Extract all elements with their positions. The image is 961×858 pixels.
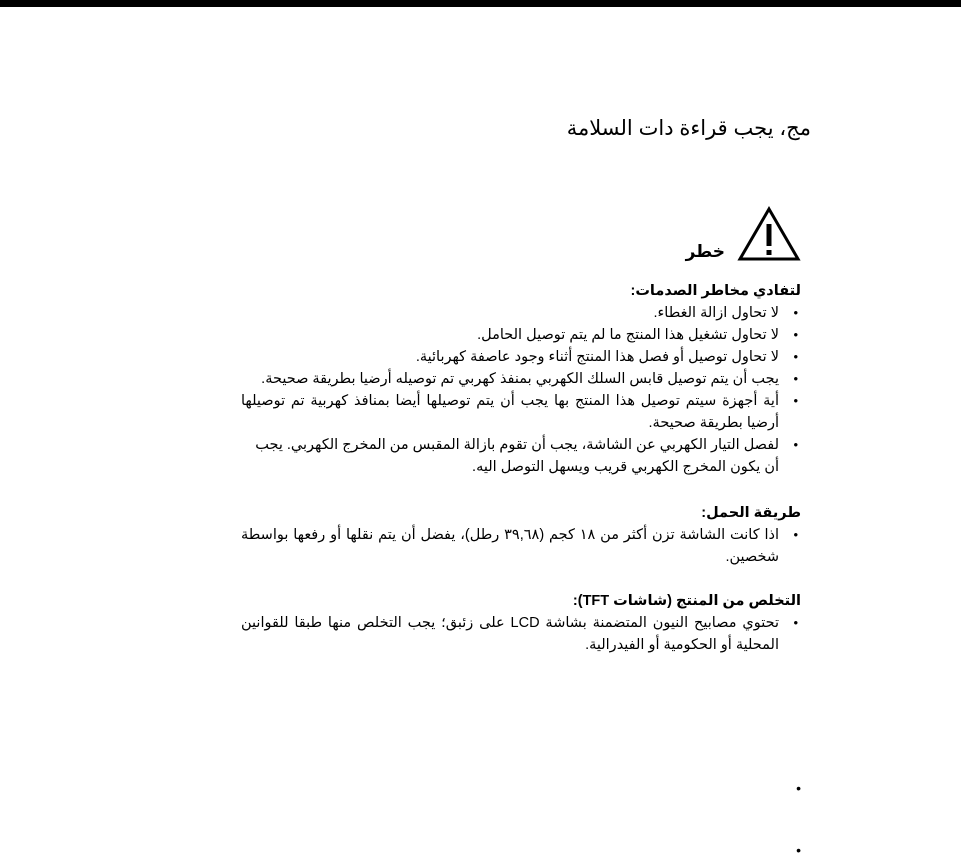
- page-title: مج، يجب قراءة دات السلامة: [566, 117, 811, 140]
- list-item: • لا تحاول ازالة الغطاء.: [241, 302, 801, 324]
- list-item: • لفصل التيار الكهربي عن الشاشة، يجب أن تقوم بازالة المقبس من المخرج الكهربي. يجب أن يكون المخرج الكهربي قريب ويسهل التوصل اليه.: [241, 434, 801, 478]
- disposal-list: [241, 612, 801, 656]
- danger-label: خطر: [685, 242, 725, 261]
- carry-heading: طريقة الحمل:: [701, 505, 801, 521]
- shock-heading: لتفادي مخاطر الصدمات:: [630, 283, 801, 299]
- list-item: • أية أجهزة سيتم توصيل هذا المنتج بها يجب أن يتم توصيلها أيضا بمنافذ كهربية تم توصيلها أرضيا بطريقة صحيحة.: [241, 390, 801, 434]
- warning-triangle-icon: [737, 206, 801, 262]
- spacer: [241, 568, 801, 590]
- stray-bullet: •: [796, 842, 801, 858]
- spacer: [241, 478, 801, 502]
- list-item: • لا تحاول تشغيل هذا المنتج ما لم يتم توصيل الحامل.: [241, 324, 801, 346]
- disposal-heading: التخلص من المنتج (شاشات TFT):: [572, 593, 801, 609]
- list-item: • لا تحاول توصيل أو فصل هذا المنتج أثناء وجود عاصفة كهربائية.: [241, 346, 801, 368]
- top-rule: [0, 0, 961, 7]
- safety-text: [241, 280, 801, 656]
- stray-bullet: •: [796, 780, 801, 796]
- list-item: • تحتوي مصابيح النيون المتضمنة بشاشة LCD على زئبق؛ يجب التخلص منها طبقا للقوانين المحلية أو الحكومية أو الفيدرالية.: [241, 612, 801, 656]
- danger-header: [621, 206, 801, 266]
- carry-list: [241, 524, 801, 568]
- shock-list: [241, 302, 801, 478]
- list-item: • يجب أن يتم توصيل قابس السلك الكهربي بمنفذ كهربي تم توصيله أرضيا بطريقة صحيحة.: [241, 368, 801, 390]
- list-item: • اذا كانت الشاشة تزن أكثر من ١٨ كجم (٣٩,٦٨ رطل)، يفضل أن يتم نقلها أو رفعها بواسطة شخصين.: [241, 524, 801, 568]
